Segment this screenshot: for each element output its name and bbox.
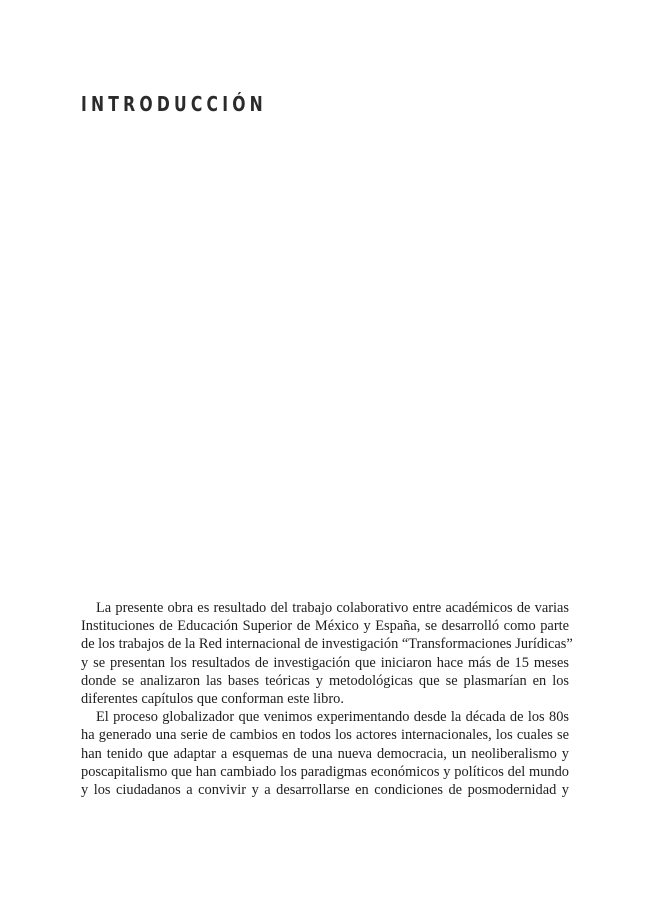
body-text bbox=[81, 599, 573, 799]
text-line: diferentes capítulos que conforman este libro. bbox=[81, 690, 344, 707]
chapter-title: INTRODUCCIÓN bbox=[81, 92, 267, 116]
text-line: Instituciones de Educación Superior de México y España, se desarrolló como parte bbox=[81, 618, 569, 635]
text-line: donde se analizaron las bases teóricas y metodológicas que se plasmarían en los bbox=[81, 672, 569, 689]
text-line: La presente obra es resultado del trabajo colaborativo entre académicos de varias bbox=[96, 600, 569, 616]
text-line: han tenido que adaptar a esquemas de una nueva democracia, un neoliberalismo y bbox=[81, 745, 569, 762]
text-line: de los trabajos de la Red internacional de investigación “Transformaciones Jurídicas” bbox=[81, 636, 573, 653]
text-line: poscapitalismo que han cambiado los paradigmas económicos y políticos del mundo bbox=[81, 763, 569, 780]
paragraph-1 bbox=[81, 599, 573, 708]
text-line: ha generado una serie de cambios en todos los actores internacionales, los cuales se bbox=[81, 727, 569, 744]
text-line: y los ciudadanos a convivir y a desarrollarse en condiciones de posmodernidad y bbox=[81, 781, 569, 798]
text-line: El proceso globalizador que venimos experimentando desde la década de los 80s bbox=[96, 709, 569, 726]
text-line: y se presentan los resultados de investigación que iniciaron hace más de 15 meses bbox=[81, 654, 569, 671]
paragraph-2 bbox=[81, 708, 569, 799]
